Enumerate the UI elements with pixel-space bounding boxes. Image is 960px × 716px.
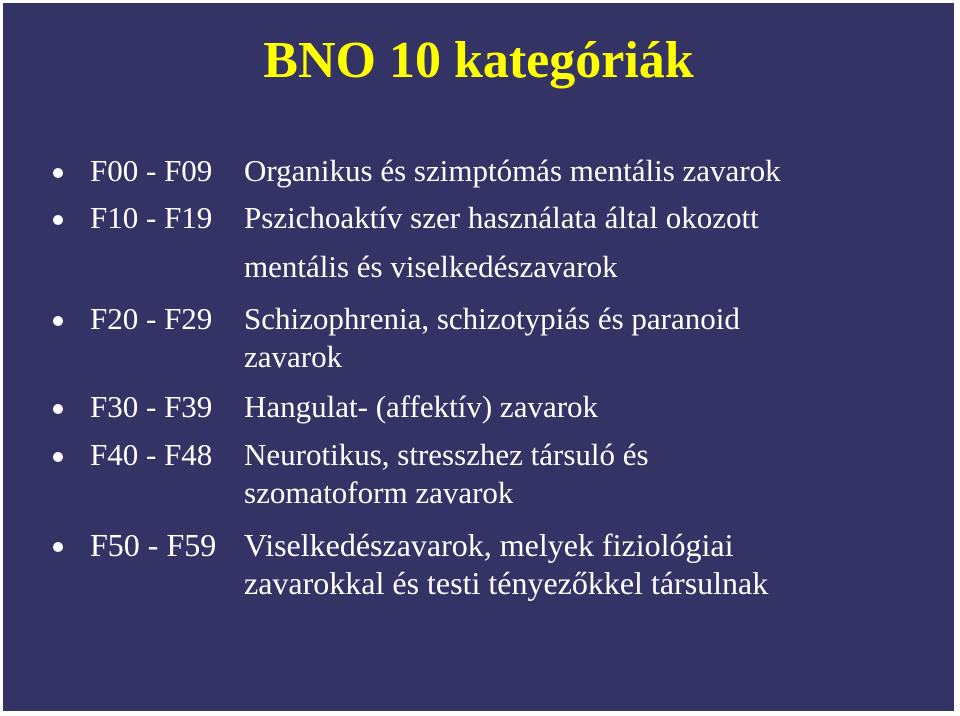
bullet-icon xyxy=(53,215,63,225)
category-code: F50 - F59 xyxy=(90,527,217,563)
category-code: F00 - F09 xyxy=(90,153,213,188)
category-code: F20 - F29 xyxy=(90,301,213,336)
category-description-continued: mentális és viselkedészavarok xyxy=(244,249,618,284)
bullet-icon xyxy=(53,168,63,178)
category-description: Schizophrenia, schizotypiás és paranoid xyxy=(244,301,740,336)
category-description: Hangulat- (affektív) zavarok xyxy=(244,389,599,424)
category-description-continued: zavarokkal és testi tényezőkkel társulnak xyxy=(244,565,769,601)
bullet-icon xyxy=(53,404,63,414)
category-code: F10 - F19 xyxy=(90,200,213,235)
category-description-continued: zavarok xyxy=(244,339,343,374)
bullet-icon xyxy=(53,452,63,462)
category-description: Viselkedészavarok, melyek fiziológiai xyxy=(244,527,734,563)
bullet-icon xyxy=(53,542,63,552)
category-description-continued: szomatoform zavarok xyxy=(244,475,514,510)
category-code: F30 - F39 xyxy=(90,389,213,424)
category-description: Pszichoaktív szer használata által okozott xyxy=(244,200,759,235)
slide-title: BNO 10 kategóriák xyxy=(263,32,694,89)
slide xyxy=(3,3,954,711)
category-code: F40 - F48 xyxy=(90,437,213,472)
category-description: Organikus és szimptómás mentális zavarok xyxy=(244,153,781,188)
category-description: Neurotikus, stresszhez társuló és xyxy=(244,437,649,472)
bullet-icon xyxy=(53,316,63,326)
